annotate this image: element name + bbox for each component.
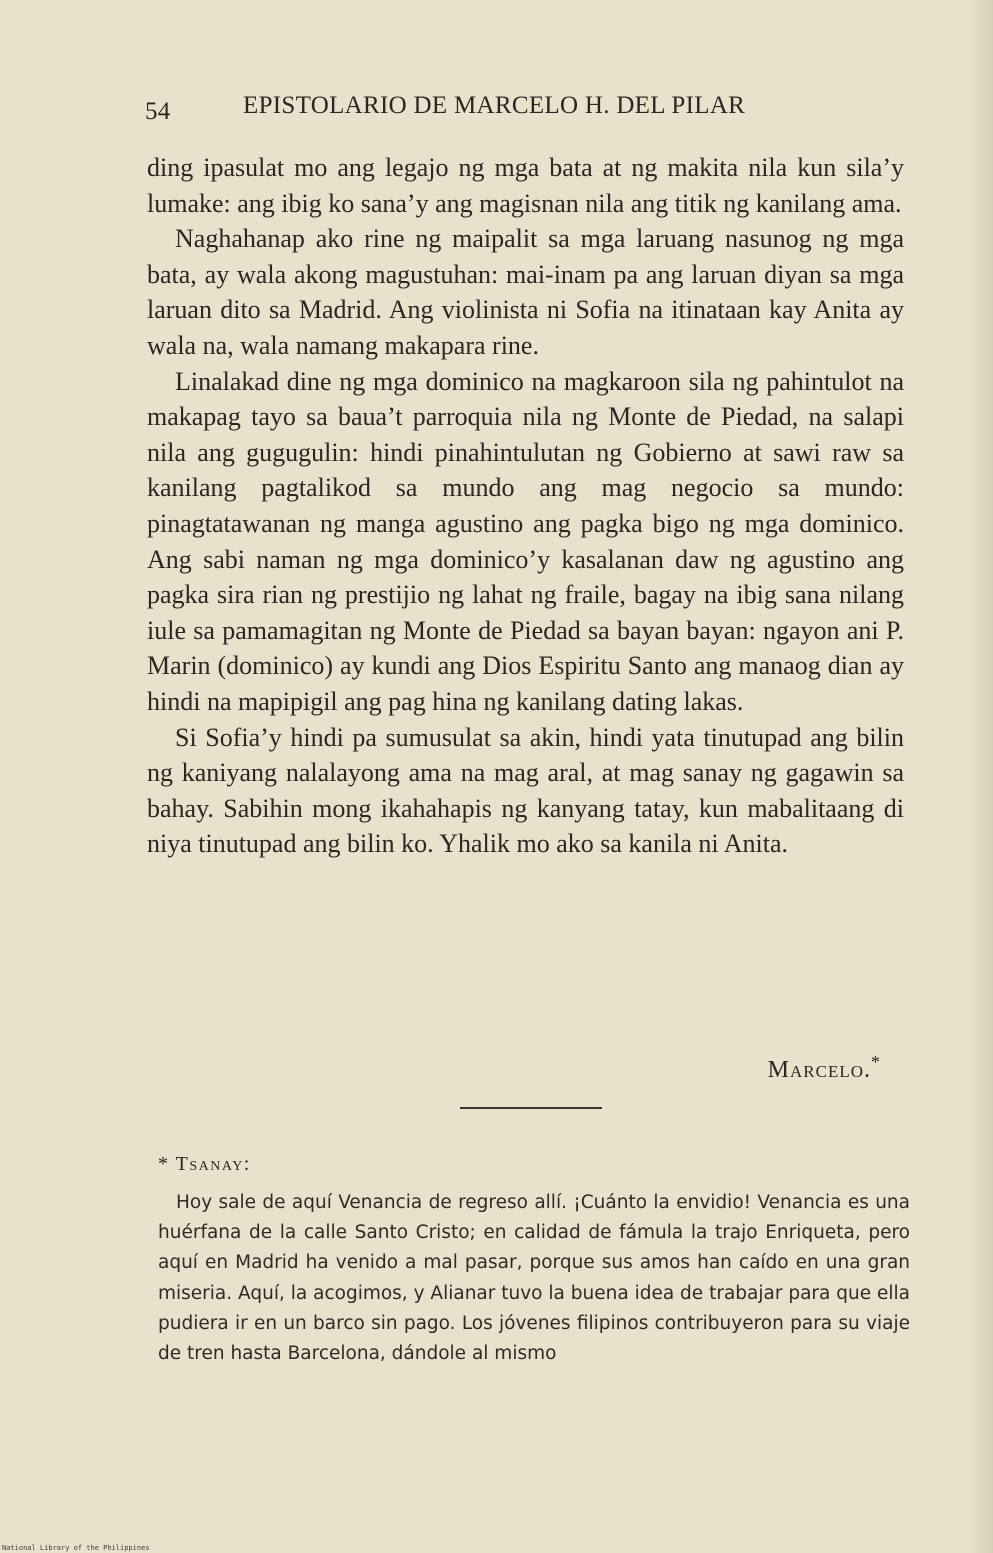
footnote-mark: * — [871, 1052, 880, 1072]
signature-name: Marcelo. — [767, 1057, 871, 1083]
letter-body — [147, 150, 904, 862]
library-credit: National Library of the Philippines — [2, 1544, 150, 1552]
footnote-heading: * Tsanay: — [158, 1153, 251, 1175]
paragraph-continuation: ding ipasulat mo ang legajo ng mga bata at ng makita nila kun sila’y lumake: ang ibig ko sana’y ang magisnan nila ang titik ng kanilang ama. — [147, 153, 904, 218]
paragraph-toys: Naghahanap ako rine ng maipalit sa mga laruang nasunog ng mga bata, ay wala akong magustuhan: mai-inam pa ang laruan diyan sa mga laruan dito sa Madrid. Ang violinista ni Sofia na itinataan kay Anita ay wala na, wala namang makapara rine. — [147, 224, 904, 360]
running-title: EPISTOLARIO DE MARCELO H. DEL PILAR — [243, 92, 746, 119]
page-edge-shadow — [969, 0, 993, 1553]
footnote-text: Hoy sale de aquí Venancia de regreso allí. ¡Cuánto la envidio! Venancia es una huérfana de la calle Santo Cristo; en calidad de fámula la trajo Enriqueta, pero aquí en Madrid ha venido a mal pasar, porque sus amos han caído en una gran miseria. Aquí, la acogimos, y Alianar tuvo la buena idea de trabajar para que ella pudiera ir en un barco sin pago. Los jóvenes filipinos contribuyeron para su viaje de tren hasta Barcelona, dándole al mismo — [158, 1192, 910, 1365]
paragraph-sofia: Si Sofia’y hindi pa sumusulat sa akin, hindi yata tinutupad ang bilin ng kaniyang nalalayong ama na mag aral, at mag sanay ng gagawin sa bahay. Sabihin mong ikahahapis ng kanyang tatay, kun mabalitaang di niya tinutupad ang bilin ko. Yhalik mo ako sa kanila ni Anita. — [147, 722, 904, 859]
page-header — [145, 92, 845, 132]
signature — [600, 1052, 880, 1084]
footnote-separator — [460, 1107, 602, 1109]
page-number: 54 — [145, 98, 171, 125]
paragraph-dominicans: Linalakad dine ng mga dominico na magkaroon sila ng pahintulot na makapag tayo sa baua’t parroquia nila ng Monte de Piedad, na salapi nila ang gugugulin: hindi pinahintulutan ng Gobierno at sawi raw sa kanilang pagtalikod sa mundo ang mag negocio sa mundo: pinagtatawanan ng manga agustino ang pagka bigo ng mga dominico. Ang sabi naman ng mga dominico’y kasalanan daw ng agustino ang pagka sira rian ng prestijio ng lahat ng fraile, bagay na ibig sana nilang iule sa pamamagitan ng Monte de Piedad sa bayan bayan: ngayon ani P. Marin (dominico) ay kundi ang Dios Espiritu Santo ang manaog dian ay hindi na mapipigil ang pag hina ng kanilang dating lakas. — [147, 366, 904, 716]
